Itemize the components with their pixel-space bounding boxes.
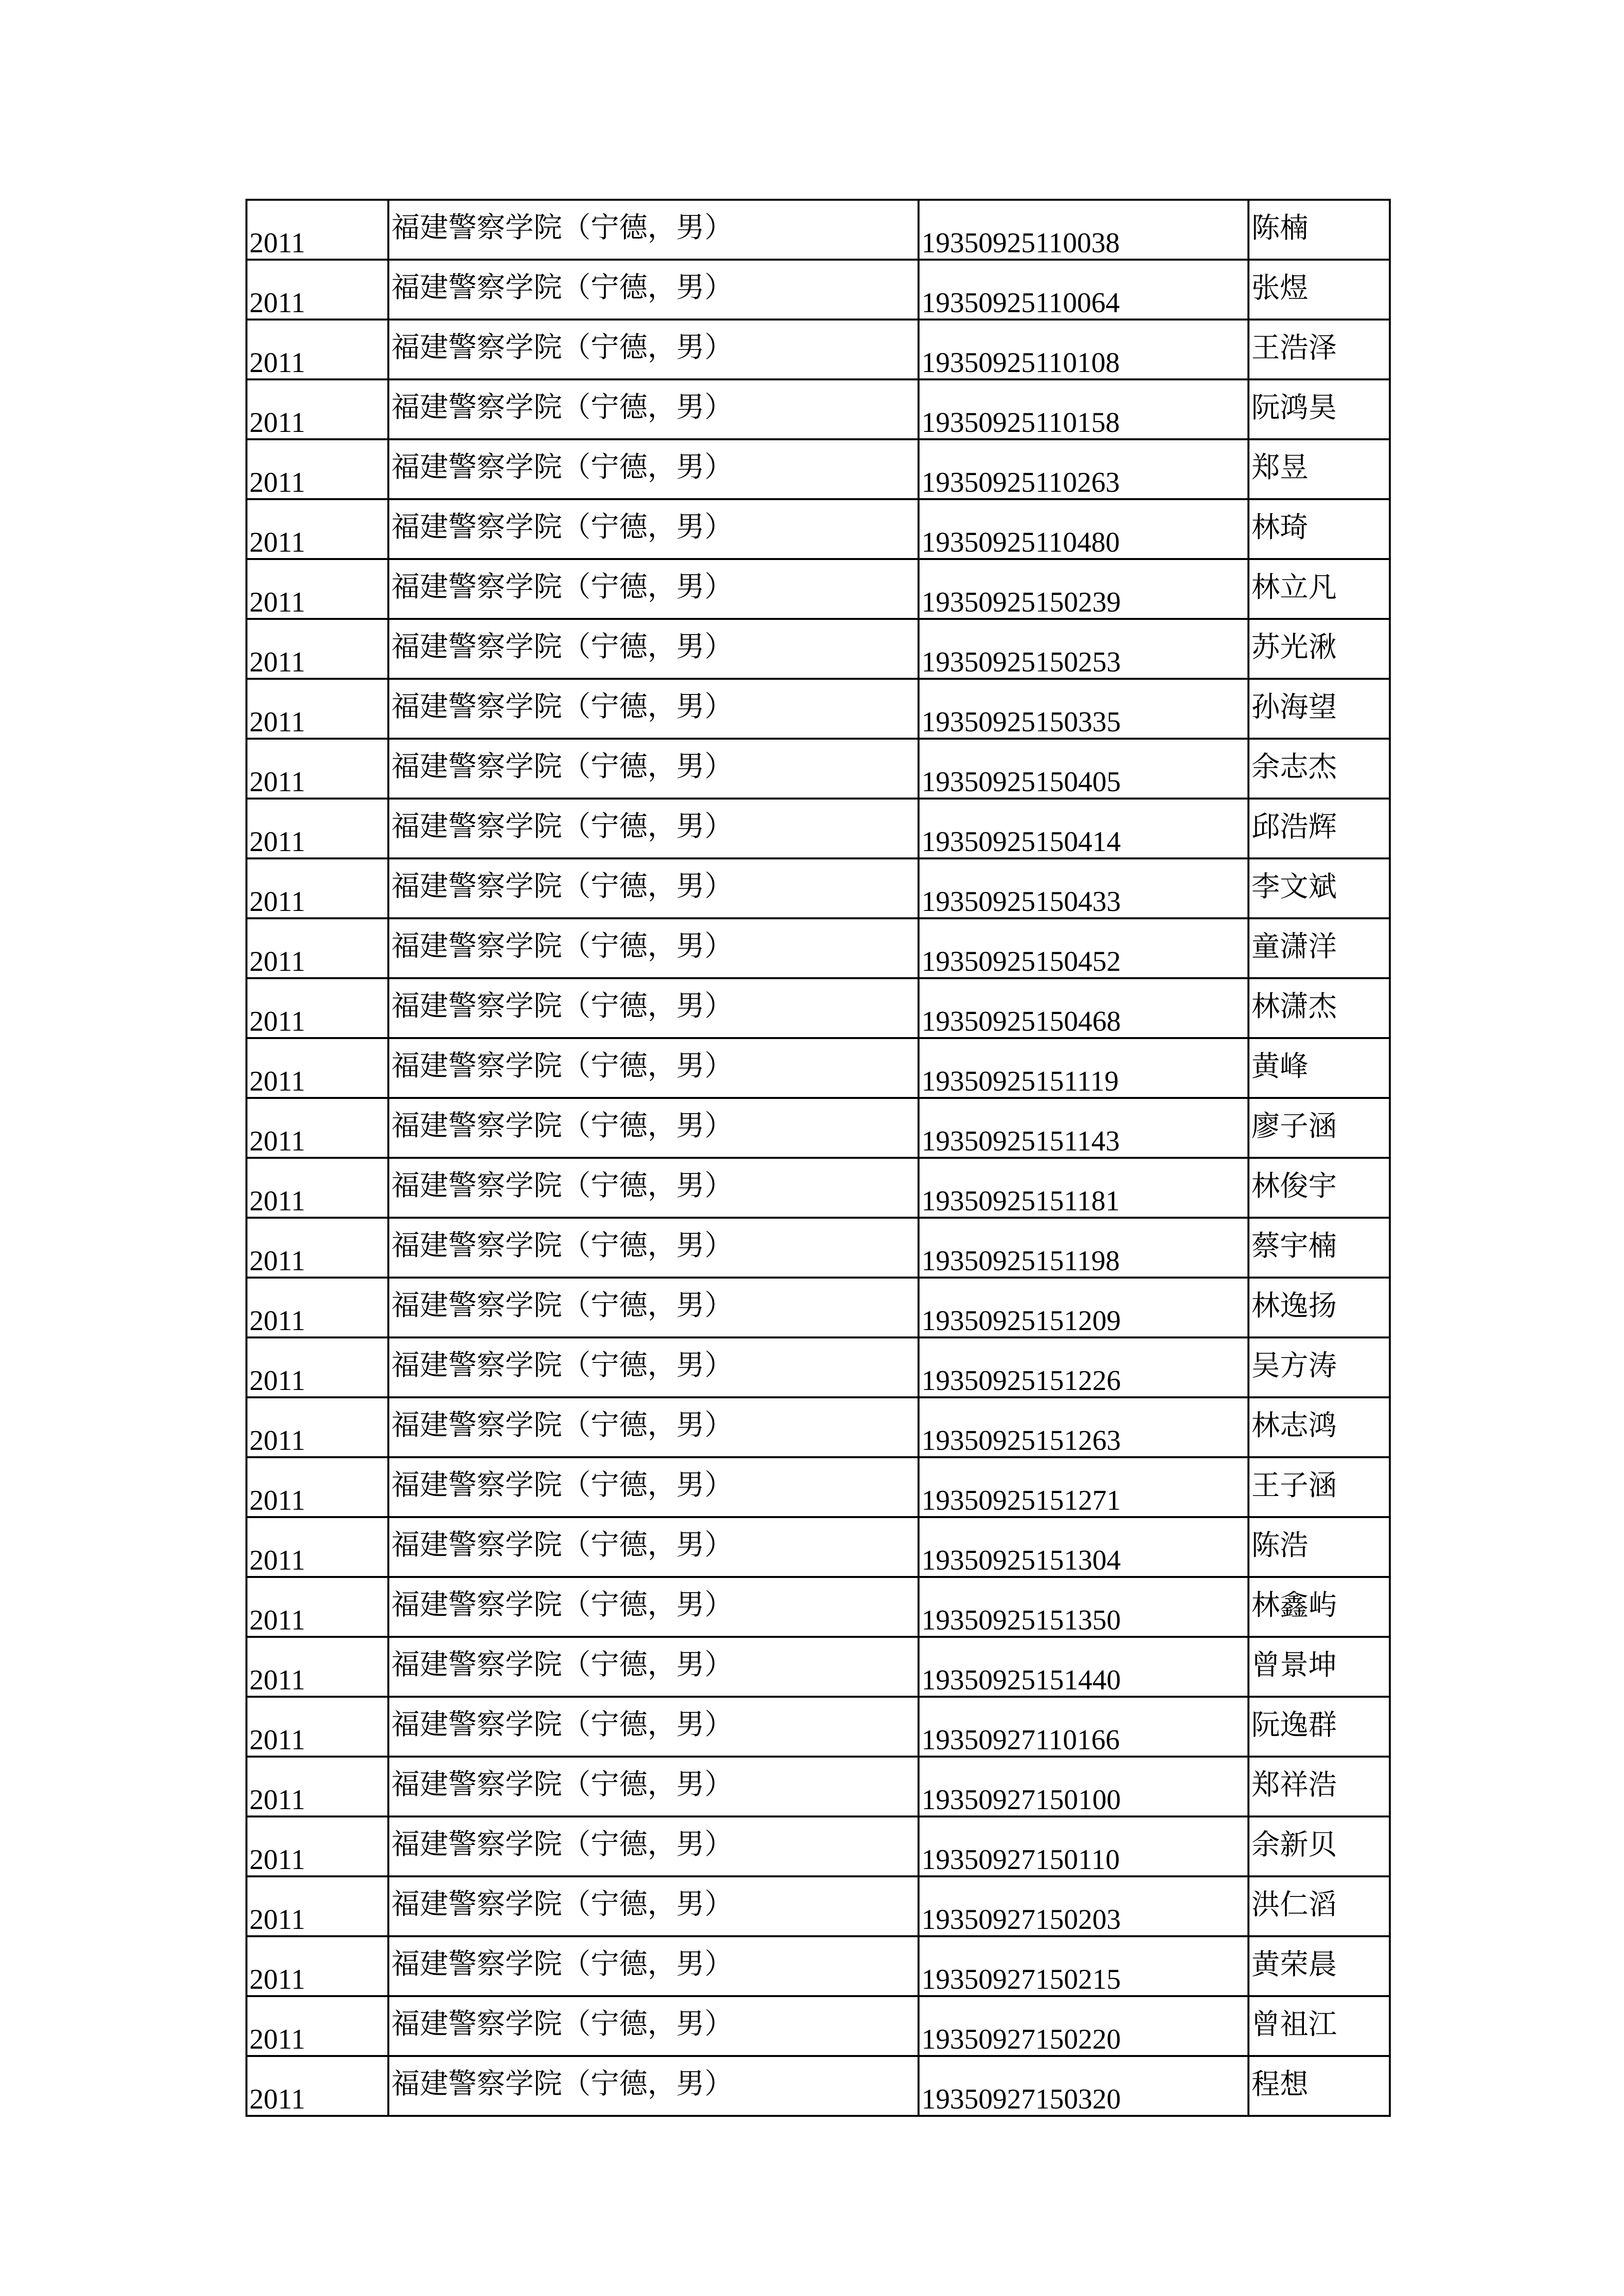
table-row — [246, 1757, 1390, 1816]
table-row — [246, 1517, 1390, 1577]
table-row — [246, 1038, 1390, 1098]
school-cell: 福建警察学院（宁德，男） — [388, 2056, 919, 2116]
school-cell: 福建警察学院（宁德，男） — [388, 200, 919, 260]
year-cell: 2011 — [246, 1337, 388, 1397]
student-name-cell: 邱浩辉 — [1248, 799, 1390, 858]
table-row — [246, 1218, 1390, 1278]
school-cell: 福建警察学院（宁德，男） — [388, 1098, 919, 1158]
student-name-cell: 郑昱 — [1248, 439, 1390, 499]
school-cell: 福建警察学院（宁德，男） — [388, 918, 919, 978]
year-cell: 2011 — [246, 1816, 388, 1876]
school-cell: 福建警察学院（宁德，男） — [388, 1337, 919, 1397]
year-cell: 2011 — [246, 1637, 388, 1697]
year-cell: 2011 — [246, 1936, 388, 1996]
candidate-id-cell: 19350927150110 — [919, 1816, 1248, 1876]
student-name-cell: 苏光湫 — [1248, 619, 1390, 679]
table-row — [246, 1816, 1390, 1876]
table-row — [246, 1337, 1390, 1397]
school-cell: 福建警察学院（宁德，男） — [388, 1816, 919, 1876]
table-row — [246, 2056, 1390, 2116]
student-name-cell: 林逸扬 — [1248, 1278, 1390, 1337]
student-name-cell: 吴方涛 — [1248, 1337, 1390, 1397]
year-cell: 2011 — [246, 1278, 388, 1337]
school-cell: 福建警察学院（宁德，男） — [388, 858, 919, 918]
school-cell: 福建警察学院（宁德，男） — [388, 260, 919, 320]
school-cell: 福建警察学院（宁德，男） — [388, 619, 919, 679]
student-name-cell: 林俊宇 — [1248, 1158, 1390, 1218]
candidate-id-cell: 19350925110064 — [919, 260, 1248, 320]
candidate-id-cell: 19350925150452 — [919, 918, 1248, 978]
student-name-cell: 曾祖江 — [1248, 1996, 1390, 2056]
year-cell: 2011 — [246, 559, 388, 619]
candidate-id-cell: 19350925150239 — [919, 559, 1248, 619]
candidate-id-cell: 19350927150220 — [919, 1996, 1248, 2056]
candidate-id-cell: 19350927150100 — [919, 1757, 1248, 1816]
student-name-cell: 王子涵 — [1248, 1457, 1390, 1517]
school-cell: 福建警察学院（宁德，男） — [388, 1876, 919, 1936]
candidate-id-cell: 19350927150203 — [919, 1876, 1248, 1936]
student-name-cell: 王浩泽 — [1248, 320, 1390, 379]
table-row — [246, 1996, 1390, 2056]
school-cell: 福建警察学院（宁德，男） — [388, 1757, 919, 1816]
candidate-id-cell: 19350925150405 — [919, 739, 1248, 799]
school-cell: 福建警察学院（宁德，男） — [388, 559, 919, 619]
year-cell: 2011 — [246, 499, 388, 559]
candidate-id-cell: 19350925151304 — [919, 1517, 1248, 1577]
year-cell: 2011 — [246, 619, 388, 679]
school-cell: 福建警察学院（宁德，男） — [388, 1397, 919, 1457]
year-cell: 2011 — [246, 858, 388, 918]
table-row — [246, 858, 1390, 918]
student-name-cell: 黄荣晨 — [1248, 1936, 1390, 1996]
year-cell: 2011 — [246, 1876, 388, 1936]
school-cell: 福建警察学院（宁德，男） — [388, 679, 919, 739]
table-row — [246, 499, 1390, 559]
year-cell: 2011 — [246, 1517, 388, 1577]
year-cell: 2011 — [246, 320, 388, 379]
student-name-cell: 廖子涵 — [1248, 1098, 1390, 1158]
year-cell: 2011 — [246, 1757, 388, 1816]
school-cell: 福建警察学院（宁德，男） — [388, 1936, 919, 1996]
student-name-cell: 余新贝 — [1248, 1816, 1390, 1876]
year-cell: 2011 — [246, 1397, 388, 1457]
table-row — [246, 379, 1390, 439]
school-cell: 福建警察学院（宁德，男） — [388, 1517, 919, 1577]
school-cell: 福建警察学院（宁德，男） — [388, 1158, 919, 1218]
table-row — [246, 1876, 1390, 1936]
table-row — [246, 1278, 1390, 1337]
candidate-id-cell: 19350925151350 — [919, 1577, 1248, 1637]
student-name-cell: 阮逸群 — [1248, 1697, 1390, 1757]
year-cell: 2011 — [246, 1996, 388, 2056]
candidate-id-cell: 19350927150320 — [919, 2056, 1248, 2116]
candidate-id-cell: 19350927150215 — [919, 1936, 1248, 1996]
year-cell: 2011 — [246, 918, 388, 978]
table-row — [246, 1098, 1390, 1158]
candidate-id-cell: 19350925151119 — [919, 1038, 1248, 1098]
year-cell: 2011 — [246, 260, 388, 320]
candidate-id-cell: 19350925110108 — [919, 320, 1248, 379]
year-cell: 2011 — [246, 1457, 388, 1517]
year-cell: 2011 — [246, 978, 388, 1038]
candidate-id-cell: 19350925151181 — [919, 1158, 1248, 1218]
candidate-id-cell: 19350925151226 — [919, 1337, 1248, 1397]
school-cell: 福建警察学院（宁德，男） — [388, 799, 919, 858]
school-cell: 福建警察学院（宁德，男） — [388, 1697, 919, 1757]
student-name-cell: 童潇洋 — [1248, 918, 1390, 978]
candidate-id-cell: 19350927110166 — [919, 1697, 1248, 1757]
student-name-cell: 林琦 — [1248, 499, 1390, 559]
school-cell: 福建警察学院（宁德，男） — [388, 1218, 919, 1278]
school-cell: 福建警察学院（宁德，男） — [388, 1278, 919, 1337]
year-cell: 2011 — [246, 739, 388, 799]
table-row — [246, 200, 1390, 260]
year-cell: 2011 — [246, 1577, 388, 1637]
school-cell: 福建警察学院（宁德，男） — [388, 499, 919, 559]
candidate-id-cell: 19350925150335 — [919, 679, 1248, 739]
school-cell: 福建警察学院（宁德，男） — [388, 739, 919, 799]
candidate-id-cell: 19350925110038 — [919, 200, 1248, 260]
candidate-id-cell: 19350925151263 — [919, 1397, 1248, 1457]
student-name-cell: 黄峰 — [1248, 1038, 1390, 1098]
year-cell: 2011 — [246, 439, 388, 499]
table-row — [246, 978, 1390, 1038]
student-name-cell: 林潇杰 — [1248, 978, 1390, 1038]
school-cell: 福建警察学院（宁德，男） — [388, 439, 919, 499]
year-cell: 2011 — [246, 1218, 388, 1278]
table-row — [246, 439, 1390, 499]
school-cell: 福建警察学院（宁德，男） — [388, 1457, 919, 1517]
year-cell: 2011 — [246, 1038, 388, 1098]
school-cell: 福建警察学院（宁德，男） — [388, 1996, 919, 2056]
year-cell: 2011 — [246, 2056, 388, 2116]
student-name-cell: 陈浩 — [1248, 1517, 1390, 1577]
student-name-cell: 曾景坤 — [1248, 1637, 1390, 1697]
year-cell: 2011 — [246, 1098, 388, 1158]
student-name-cell: 张煜 — [1248, 260, 1390, 320]
school-cell: 福建警察学院（宁德，男） — [388, 1038, 919, 1098]
table-row — [246, 1577, 1390, 1637]
table-row — [246, 679, 1390, 739]
table-row — [246, 1697, 1390, 1757]
candidate-id-cell: 19350925151143 — [919, 1098, 1248, 1158]
table-row — [246, 559, 1390, 619]
table-row — [246, 1637, 1390, 1697]
student-name-cell: 蔡宇楠 — [1248, 1218, 1390, 1278]
table-row — [246, 1158, 1390, 1218]
student-name-cell: 阮鸿昊 — [1248, 379, 1390, 439]
school-cell: 福建警察学院（宁德，男） — [388, 978, 919, 1038]
table-row — [246, 799, 1390, 858]
candidate-id-cell: 19350925150468 — [919, 978, 1248, 1038]
table-row — [246, 1457, 1390, 1517]
candidate-id-cell: 19350925151198 — [919, 1218, 1248, 1278]
student-name-cell: 郑祥浩 — [1248, 1757, 1390, 1816]
student-name-cell: 程想 — [1248, 2056, 1390, 2116]
student-name-cell: 陈楠 — [1248, 200, 1390, 260]
school-cell: 福建警察学院（宁德，男） — [388, 1577, 919, 1637]
student-name-cell: 洪仁滔 — [1248, 1876, 1390, 1936]
student-name-cell: 林志鸿 — [1248, 1397, 1390, 1457]
candidate-id-cell: 19350925151209 — [919, 1278, 1248, 1337]
school-cell: 福建警察学院（宁德，男） — [388, 379, 919, 439]
candidate-id-cell: 19350925110158 — [919, 379, 1248, 439]
student-name-cell: 林立凡 — [1248, 559, 1390, 619]
admission-list-table — [245, 199, 1391, 2117]
candidate-id-cell: 19350925151440 — [919, 1637, 1248, 1697]
table-row — [246, 918, 1390, 978]
year-cell: 2011 — [246, 1697, 388, 1757]
year-cell: 2011 — [246, 1158, 388, 1218]
table-body — [246, 200, 1390, 2116]
candidate-id-cell: 19350925110480 — [919, 499, 1248, 559]
table-row — [246, 1936, 1390, 1996]
student-name-cell: 余志杰 — [1248, 739, 1390, 799]
year-cell: 2011 — [246, 679, 388, 739]
student-name-cell: 李文斌 — [1248, 858, 1390, 918]
candidate-id-cell: 19350925150414 — [919, 799, 1248, 858]
candidate-id-cell: 19350925110263 — [919, 439, 1248, 499]
table-row — [246, 619, 1390, 679]
student-name-cell: 林鑫屿 — [1248, 1577, 1390, 1637]
table-row — [246, 1397, 1390, 1457]
table-row — [246, 260, 1390, 320]
table-row — [246, 739, 1390, 799]
year-cell: 2011 — [246, 200, 388, 260]
candidate-id-cell: 19350925150433 — [919, 858, 1248, 918]
year-cell: 2011 — [246, 379, 388, 439]
school-cell: 福建警察学院（宁德，男） — [388, 320, 919, 379]
year-cell: 2011 — [246, 799, 388, 858]
student-name-cell: 孙海望 — [1248, 679, 1390, 739]
candidate-id-cell: 19350925151271 — [919, 1457, 1248, 1517]
candidate-id-cell: 19350925150253 — [919, 619, 1248, 679]
school-cell: 福建警察学院（宁德，男） — [388, 1637, 919, 1697]
table-row — [246, 320, 1390, 379]
